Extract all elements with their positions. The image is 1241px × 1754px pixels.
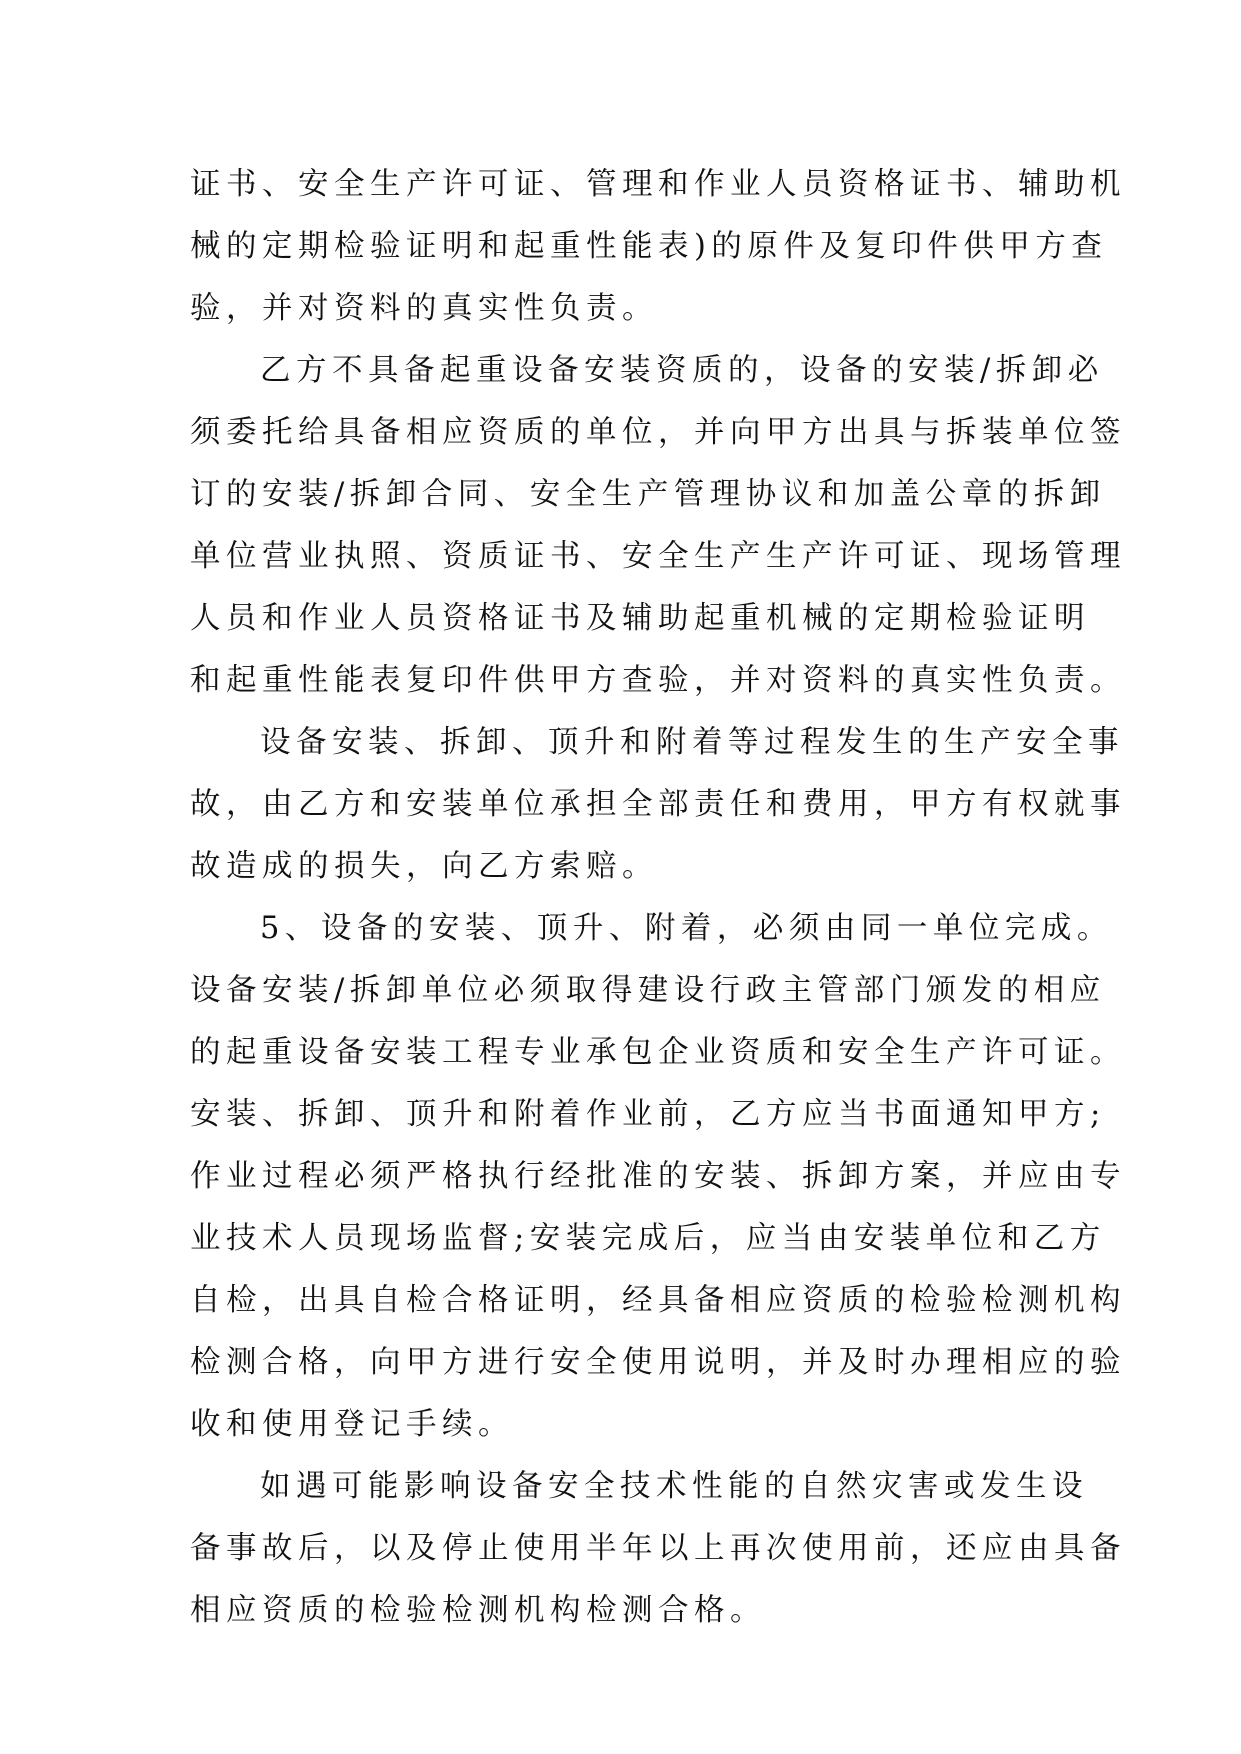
text-line: 设备安装/拆卸单位必须取得建设行政主管部门颁发的相应 [190,973,1106,1008]
text-line: 相应资质的检验检测机构检测合格。 [190,1593,766,1628]
text-line: 故，由乙方和安装单位承担全部责任和费用，甲方有权就事 [190,787,1126,822]
paragraph-first-line: 如遇可能影响设备安全技术性能的自然灾害或发生设 [260,1469,1088,1504]
text-line: 械的定期检验证明和起重性能表)的原件及复印件供甲方查 [190,229,1108,264]
document-body [190,154,1126,1642]
text-line: 须委托给具备相应资质的单位，并向甲方出具与拆装单位签 [190,415,1126,450]
paragraph-first-line: 乙方不具备起重设备安装资质的，设备的安装/拆卸必 [260,353,1104,388]
text-line: 订的安装/拆卸合同、安全生产管理协议和加盖公章的拆卸 [190,477,1106,512]
text-line: 业技术人员现场监督;安装完成后，应当由安装单位和乙方 [190,1221,1106,1256]
text-line: 单位营业执照、资质证书、安全生产生产许可证、现场管理 [190,539,1126,574]
text-line: 验，并对资料的真实性负责。 [190,291,658,326]
text-line: 自检，出具自检合格证明，经具备相应资质的检验检测机构 [190,1283,1126,1318]
text-line: 人员和作业人员资格证书及辅助起重机械的定期检验证明 [190,601,1090,636]
paragraph-first-line: 5、设备的安装、顶升、附着，必须由同一单位完成。 [260,911,1113,946]
text-line: 故造成的损失，向乙方索赔。 [190,849,658,884]
text-line: 收和使用登记手续。 [190,1407,514,1442]
text-line: 安装、拆卸、顶升和附着作业前，乙方应当书面通知甲方; [190,1097,1106,1132]
text-line: 备事故后，以及停止使用半年以上再次使用前，还应由具备 [190,1531,1126,1566]
text-line: 证书、安全生产许可证、管理和作业人员资格证书、辅助机 [190,167,1126,202]
text-line: 和起重性能表复印件供甲方查验，并对资料的真实性负责。 [190,663,1126,698]
text-line: 检测合格，向甲方进行安全使用说明，并及时办理相应的验 [190,1345,1126,1380]
paragraph-first-line: 设备安装、拆卸、顶升和附着等过程发生的生产安全事 [260,725,1124,760]
text-line: 作业过程必须严格执行经批准的安装、拆卸方案，并应由专 [190,1159,1126,1194]
text-line: 的起重设备安装工程专业承包企业资质和安全生产许可证。 [190,1035,1126,1070]
